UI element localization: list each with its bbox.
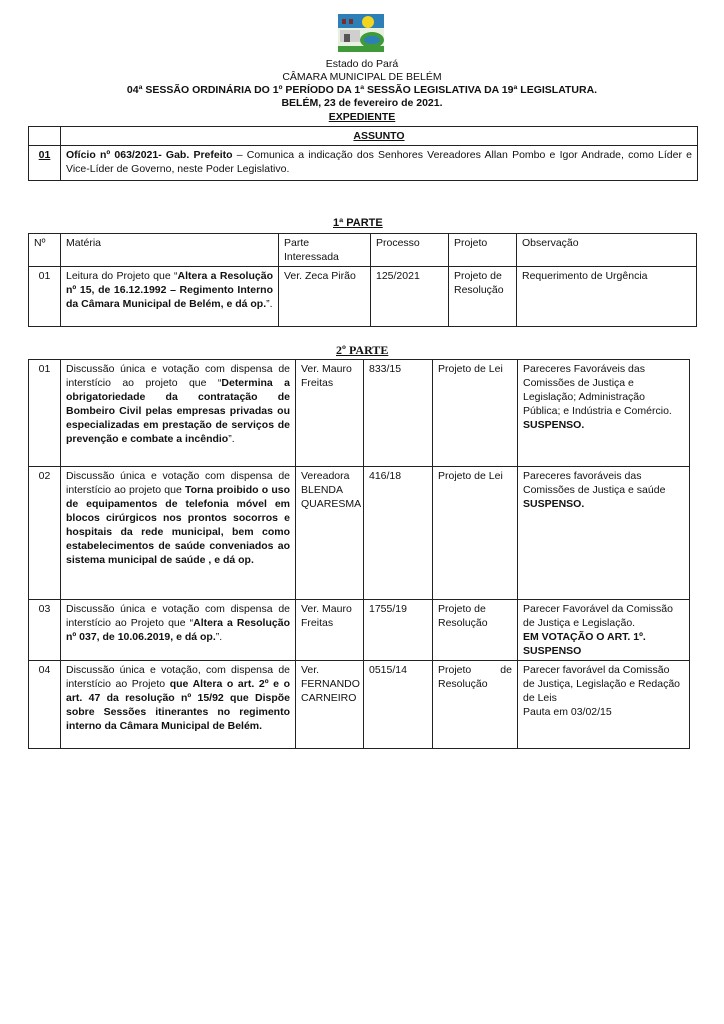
- session-date: BELÉM, 23 de fevereiro de 2021.: [281, 97, 443, 109]
- row-parte: Ver. Mauro Freitas: [296, 600, 364, 661]
- coat-of-arms-logo: [334, 12, 388, 54]
- row-processo: 0515/14: [364, 661, 433, 749]
- header-materia: Matéria: [61, 234, 279, 267]
- row-projeto: Projeto de Resolução: [433, 600, 518, 661]
- row-materia: Discussão única e votação, com dispensa de interstício ao Projeto que Altera o art. 2º e o art. 47 da resolução nº 15/92 que Dispõe sobre Sessões itinerantes no regimento interno da Câmara Municipal de Belém.: [61, 661, 296, 749]
- row-num: 03: [29, 600, 61, 661]
- session-title: 04ª SESSÃO ORDINÁRIA DO 1º PERÍODO DA 1ª SESSÃO LEGISLATIVA DA 19ª LEGISLATURA.: [126, 84, 598, 96]
- table-row: [29, 360, 690, 467]
- table-row: [29, 661, 690, 749]
- parte1-title: 1ª PARTE: [333, 217, 383, 229]
- row-projeto: Projeto de Resolução: [433, 661, 518, 749]
- expediente-row-num: 01: [29, 146, 61, 181]
- row-processo: 833/15: [364, 360, 433, 467]
- expediente-row: [29, 146, 698, 181]
- expediente-header-row: [29, 127, 698, 146]
- row-materia: Discussão única e votação com dispensa de interstício ao projeto que Torna proibido o uso de equipamentos de telefonia móvel em blocos cirúrgicos nos prontos socorros e hospitais da rede municipal, bem como estabelecimentos de saúde conveniados ao sistema municipal de saúde , e dá op.: [61, 467, 296, 600]
- header-parte-interessada: Parte Interessada: [279, 234, 371, 267]
- row-processo: 125/2021: [371, 267, 449, 327]
- row-projeto: Projeto de Resolução: [449, 267, 517, 327]
- header-num: Nº: [29, 234, 61, 267]
- expediente-row-text: Ofício nº 063/2021- Gab. Prefeito – Comunica a indicação dos Senhores Vereadores Allan Pombo e Igor Andrade, como Líder e Vice-Líder de Governo, neste Poder Legislativo.: [61, 146, 698, 181]
- row-materia: Leitura do Projeto que “Altera a Resolução nº 15, de 16.12.1992 – Regimento Interno da Câmara Municipal de Belém, e dá op.”.: [61, 267, 279, 327]
- header-projeto: Projeto: [449, 234, 517, 267]
- row-observacao: Pareceres Favoráveis das Comissões de Justiça e Legislação; Administração Pública; e Indústria e Comércio. SUSPENSO.: [518, 360, 690, 467]
- row-parte: Ver. Zeca Pirão: [279, 267, 371, 327]
- assunto-header: ASSUNTO: [61, 127, 698, 146]
- row-projeto: Projeto de Lei: [433, 360, 518, 467]
- row-processo: 1755/19: [364, 600, 433, 661]
- row-processo: 416/18: [364, 467, 433, 600]
- row-parte: Ver. Mauro Freitas: [296, 360, 364, 467]
- table-row: [29, 600, 690, 661]
- row-observacao: Requerimento de Urgência: [517, 267, 697, 327]
- row-num: 01: [29, 360, 61, 467]
- parte1-table: [28, 233, 697, 327]
- parte2-table: [28, 359, 690, 749]
- row-parte: Vereadora BLENDA QUARESMA: [296, 467, 364, 600]
- row-num: 01: [29, 267, 61, 327]
- row-projeto: Projeto de Lei: [433, 467, 518, 600]
- state-name: Estado do Pará: [325, 58, 399, 70]
- header-observacao: Observação: [517, 234, 697, 267]
- row-observacao: Parecer Favorável da Comissão de Justiça e Legislação. EM VOTAÇÃO O ART. 1º. SUSPENSO: [518, 600, 690, 661]
- expediente-header-empty: [29, 127, 61, 146]
- expediente-title: EXPEDIENTE: [328, 111, 396, 123]
- row-materia: Discussão única e votação com dispensa de interstício ao Projeto que “Altera a Resolução nº 037, de 10.06.2019, e dá op.”.: [61, 600, 296, 661]
- row-num: 02: [29, 467, 61, 600]
- row-num: 04: [29, 661, 61, 749]
- parte2-title: 2º PARTE: [336, 343, 389, 357]
- table-row: [29, 267, 697, 327]
- header-processo: Processo: [371, 234, 449, 267]
- chamber-name: CÂMARA MUNICIPAL DE BELÉM: [282, 71, 442, 83]
- row-observacao: Parecer favorável da Comissão de Justiça, Legislação e Redação de Leis Pauta em 03/02/15: [518, 661, 690, 749]
- row-materia: Discussão única e votação com dispensa de interstício ao projeto que “Determina a obrigatoriedade da contratação de Bombeiro Civil pelas empresas privadas ou especializadas em prestação de serviços de prevenção e combate a incêndio”.: [61, 360, 296, 467]
- expediente-table: [28, 126, 698, 181]
- table-row: [29, 467, 690, 600]
- parte1-header-row: [29, 234, 697, 267]
- row-observacao: Pareceres favoráveis das Comissões de Justiça e saúde SUSPENSO.: [518, 467, 690, 600]
- row-parte: Ver. FERNANDO CARNEIRO: [296, 661, 364, 749]
